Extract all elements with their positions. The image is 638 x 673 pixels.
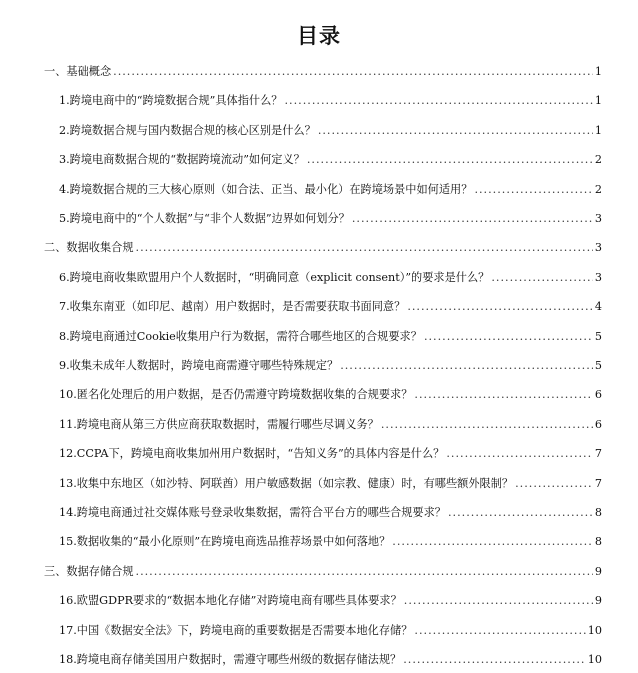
toc-entry-text: 9.收集未成年人数据时，跨境电商需遵守哪些特殊规定？ [59,359,339,372]
toc-entry-text: 1.跨境电商中的“跨境数据合规”具体指什么？ [59,94,283,108]
toc-entry-text: 8.跨境电商通过Cookie收集用户行为数据，需符合哪些地区的合规要求？ [59,329,422,343]
toc-entry-text: 一、基础概念 [44,65,112,78]
dot-leader [491,270,593,286]
toc-entry-text: 10.匿名化处理后的用户数据，是否仍需遵守跨境数据收集的合规要求？ [59,388,413,402]
toc-page-number: 6 [594,417,602,431]
toc-page-number: 2 [594,153,602,167]
dot-leader [340,358,593,374]
dot-leader [515,476,593,492]
toc-item-entry[interactable] [59,182,602,198]
toc-entry-text: 18.跨境电商存储美国用户数据时，需遵守哪些州级的数据存储法规？ [59,653,402,666]
toc-item-entry[interactable] [59,387,602,403]
toc-entry-text: 17.中国《数据安全法》下，跨境电商的重要数据是否需要本地化存储？ [59,623,413,637]
toc-page-number: 6 [594,388,602,402]
toc-title: 目录 [297,24,341,48]
toc-page-number: 3 [594,241,602,255]
toc-page-number: 9 [594,594,602,608]
dot-leader [318,123,593,139]
dot-leader [407,299,593,315]
toc-item-entry[interactable] [59,417,602,433]
dot-leader [113,64,593,80]
toc-item-entry[interactable] [59,358,602,374]
toc-page-number: 1 [594,94,602,108]
toc-section-entry[interactable] [44,564,602,580]
toc-item-entry[interactable] [59,534,602,550]
dot-leader [446,446,593,462]
dot-leader [352,211,593,227]
dot-leader [136,564,593,580]
toc-entry-text: 16.欧盟GDPR要求的“数据本地化存储”对跨境电商有哪些具体要求？ [59,594,402,608]
dot-leader [307,152,593,168]
dot-leader [403,652,586,668]
toc-entry-text: 13.收集中东地区（如沙特、阿联酋）用户敏感数据（如宗教、健康）时，有哪些额外限制？ [59,476,514,490]
toc-item-entry[interactable] [59,329,602,345]
toc-section-entry[interactable] [44,64,602,80]
toc-entry-text: 2.跨境数据合规与国内数据合规的核心区别是什么？ [59,123,316,137]
toc-item-entry[interactable] [59,211,602,227]
toc-page-number: 7 [594,447,602,461]
toc-item-entry[interactable] [59,270,602,286]
toc-page-number: 5 [594,329,602,343]
toc-page-number: 3 [594,270,602,284]
toc-item-entry[interactable] [59,505,602,521]
toc-page-number: 9 [594,564,602,578]
toc-entry-text: 7.收集东南亚（如印尼、越南）用户数据时，是否需要获取书面同意？ [59,300,406,314]
toc-entry-text: 15.数据收集的“最小化原则”在跨境电商选品推荐场景中如何落地？ [59,535,391,549]
toc-page-number: 4 [594,300,602,314]
dot-leader [474,182,592,198]
dot-leader [448,505,593,521]
toc-entry-text: 6.跨境电商收集欧盟用户个人数据时，“明确同意（explicit consent）”的要求是什么？ [59,270,490,284]
toc-entry-text: 11.跨境电商从第三方供应商获取数据时，需履行哪些尽调义务？ [59,417,379,431]
dot-leader [414,387,592,403]
toc-entry-text: 4.跨境数据合规的三大核心原则（如合法、正当、最小化）在跨境场景中如何适用？ [59,182,473,196]
toc-page-number: 2 [594,182,602,196]
toc-page-number: 3 [594,212,602,225]
dot-leader [381,417,593,433]
dot-leader [392,534,593,550]
toc-page-number: 10 [587,653,602,666]
toc-page-number: 5 [594,359,602,372]
toc-entry-text: 三、数据存储合规 [44,564,134,578]
toc-item-entry[interactable] [59,446,602,462]
toc-page-number: 10 [587,623,602,637]
toc-item-entry[interactable] [59,299,602,315]
toc-item-entry[interactable] [59,623,602,639]
toc-entry-text: 14.跨境电商通过社交媒体账号登录收集数据，需符合平台方的哪些合规要求？ [59,506,446,519]
toc-page-number: 7 [594,476,602,490]
toc-section-entry[interactable] [44,240,602,256]
dot-leader [285,93,593,109]
dot-leader [404,593,593,609]
toc-item-entry[interactable] [59,123,602,139]
toc-item-entry[interactable] [59,476,602,492]
toc-page-number: 8 [594,506,602,519]
toc-entry-text: 12.CCPA下，跨境电商收集加州用户数据时，“告知义务”的具体内容是什么？ [59,447,445,461]
toc-item-entry[interactable] [59,652,602,668]
dot-leader [136,240,593,256]
dot-leader [414,623,585,639]
toc-item-entry[interactable] [59,93,602,109]
toc-page-number: 8 [594,535,602,549]
toc-item-entry[interactable] [59,152,602,168]
toc-page-number: 1 [594,123,602,137]
toc-entry-text: 二、数据收集合规 [44,241,134,255]
toc-entry-text: 3.跨境电商数据合规的“数据跨境流动”如何定义？ [59,153,305,167]
toc-item-entry[interactable] [59,593,602,609]
toc-entry-text: 5.跨境电商中的“个人数据”与“非个人数据”边界如何划分？ [59,212,350,225]
dot-leader [424,329,593,345]
toc-page-number: 1 [594,65,602,78]
